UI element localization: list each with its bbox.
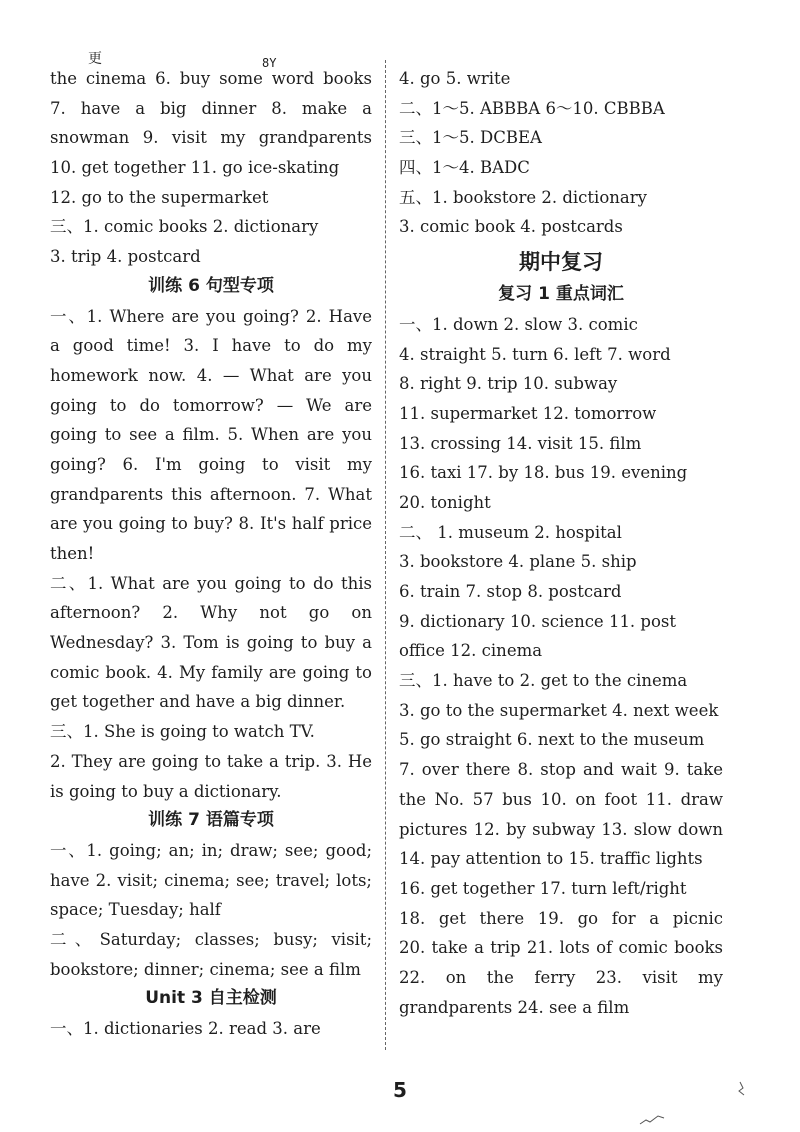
left-answer-line: 一、1. Where are you going? 2. Have [50, 306, 372, 326]
header-mark-left: 更 [88, 51, 102, 67]
left-answer-line: bookstore; dinner; cinema; see a film [50, 959, 361, 979]
right-answer-line: 三、1. have to 2. get to the cinema [399, 671, 688, 691]
right-answer-line: 18. get there 19. go for a picnic [399, 908, 723, 928]
left-answer-line: 二、Saturday; classes; busy; visit; [50, 929, 372, 949]
right-answer-line: 13. crossing 14. visit 15. film [399, 433, 642, 453]
right-answer-line: 6. train 7. stop 8. postcard [399, 582, 622, 601]
left-section-heading: Unit 3 自主检测 [145, 988, 277, 1009]
left-answer-line: space; Tuesday; half [50, 900, 221, 920]
right-answer-line: 16. taxi 17. by 18. bus 19. evening [399, 463, 688, 483]
left-answer-line: are you going to buy? 8. It's half price [50, 514, 372, 534]
left-answer-line: 二、1. What are you going to do this [50, 573, 372, 593]
left-answer-line: 2. They are going to take a trip. 3. He [50, 751, 372, 771]
left-answer-line: 7. have a big dinner 8. make a [50, 98, 372, 118]
left-column [50, 64, 372, 1044]
pencil-scribble [632, 1080, 752, 1130]
left-answer-line: is going to buy a dictionary. [50, 781, 282, 801]
left-answer-line: Wednesday? 3. Tom is going to buy a [50, 633, 372, 653]
right-answer-line: 8. right 9. trip 10. subway [399, 374, 618, 394]
left-answer-line: snowman 9. visit my grandparents [50, 128, 372, 148]
left-section-heading: 训练 6 句型专项 [148, 275, 274, 296]
right-answer-line: 7. over there 8. stop and wait 9. take [399, 760, 723, 780]
left-answer-line: going to do tomorrow? — We are [50, 395, 372, 415]
right-answer-line: 3. go to the supermarket 4. next week [399, 700, 719, 720]
right-column [399, 64, 723, 1022]
right-section-heading: 期中复习 [519, 250, 603, 275]
right-answer-line: 二、 1. museum 2. hospital [399, 522, 622, 542]
right-answer-line: 14. pay attention to 15. traffic lights [399, 849, 703, 869]
right-answer-line: 9. dictionary 10. science 11. post [399, 611, 677, 631]
left-answer-line: grandparents this afternoon. 7. What [50, 484, 372, 504]
right-section-heading: 复习 1 重点词汇 [498, 284, 624, 305]
right-answer-line: 3. bookstore 4. plane 5. ship [399, 552, 637, 572]
left-answer-line: have 2. visit; cinema; see; travel; lots; [50, 870, 372, 890]
column-divider [385, 60, 386, 1050]
right-answer-line: 20. tonight [399, 492, 491, 512]
right-answer-line: 四、1～4. BADC [399, 158, 530, 178]
right-answer-line: 5. go straight 6. next to the museum [399, 730, 705, 750]
header-mark-right: 8Y [262, 56, 277, 70]
left-answer-line: the cinema 6. buy some word books [50, 69, 372, 88]
left-answer-line: 三、1. She is going to watch TV. [50, 722, 315, 742]
right-answer-line: 20. take a trip 21. lots of comic books [399, 938, 723, 958]
left-answer-line: afternoon? 2. Why not go on [50, 603, 372, 623]
right-answer-line: 11. supermarket 12. tomorrow [399, 403, 657, 423]
left-answer-line: 一、1. going; an; in; draw; see; good; [50, 840, 372, 860]
left-answer-line: 12. go to the supermarket [50, 187, 269, 207]
left-answer-line: going to see a film. 5. When are you [50, 425, 372, 445]
right-answer-line: 二、1～5. ABBBA 6～10. CBBBA [399, 98, 665, 118]
right-answer-line: 4. straight 5. turn 6. left 7. word [399, 344, 671, 364]
left-answer-line: a good time! 3. I have to do my [50, 336, 372, 356]
right-answer-line: 一、1. down 2. slow 3. comic [399, 314, 638, 334]
left-answer-line: 一、1. dictionaries 2. read 3. are [50, 1019, 321, 1038]
right-answer-line: 4. go 5. write [399, 69, 511, 88]
left-answer-line: 10. get together 11. go ice-skating [50, 158, 340, 178]
right-answer-line: the No. 57 bus 10. on foot 11. draw [399, 789, 723, 809]
right-answer-line: pictures 12. by subway 13. slow down [399, 819, 723, 839]
left-answer-line: get together and have a big dinner. [50, 692, 346, 712]
left-answer-line: then! [50, 544, 95, 563]
right-answer-line: 三、1～5. DCBEA [399, 128, 542, 148]
page-number: 5 [393, 1078, 407, 1102]
left-answer-line: 三、1. comic books 2. dictionary [50, 217, 319, 237]
left-answer-line: going? 6. I'm going to visit my [50, 454, 372, 474]
right-answer-line: grandparents 24. see a film [399, 997, 630, 1017]
right-answer-line: office 12. cinema [399, 641, 543, 661]
right-answer-line: 16. get together 17. turn left/right [399, 878, 687, 898]
left-answer-line: comic book. 4. My family are going to [50, 662, 372, 682]
left-answer-line: 3. trip 4. postcard [50, 247, 201, 267]
right-answer-line: 五、1. bookstore 2. dictionary [399, 187, 647, 207]
left-section-heading: 训练 7 语篇专项 [148, 810, 274, 831]
right-answer-line: 3. comic book 4. postcards [399, 217, 623, 237]
right-answer-line: 22. on the ferry 23. visit my [399, 967, 723, 987]
left-answer-line: homework now. 4. — What are you [50, 365, 372, 385]
